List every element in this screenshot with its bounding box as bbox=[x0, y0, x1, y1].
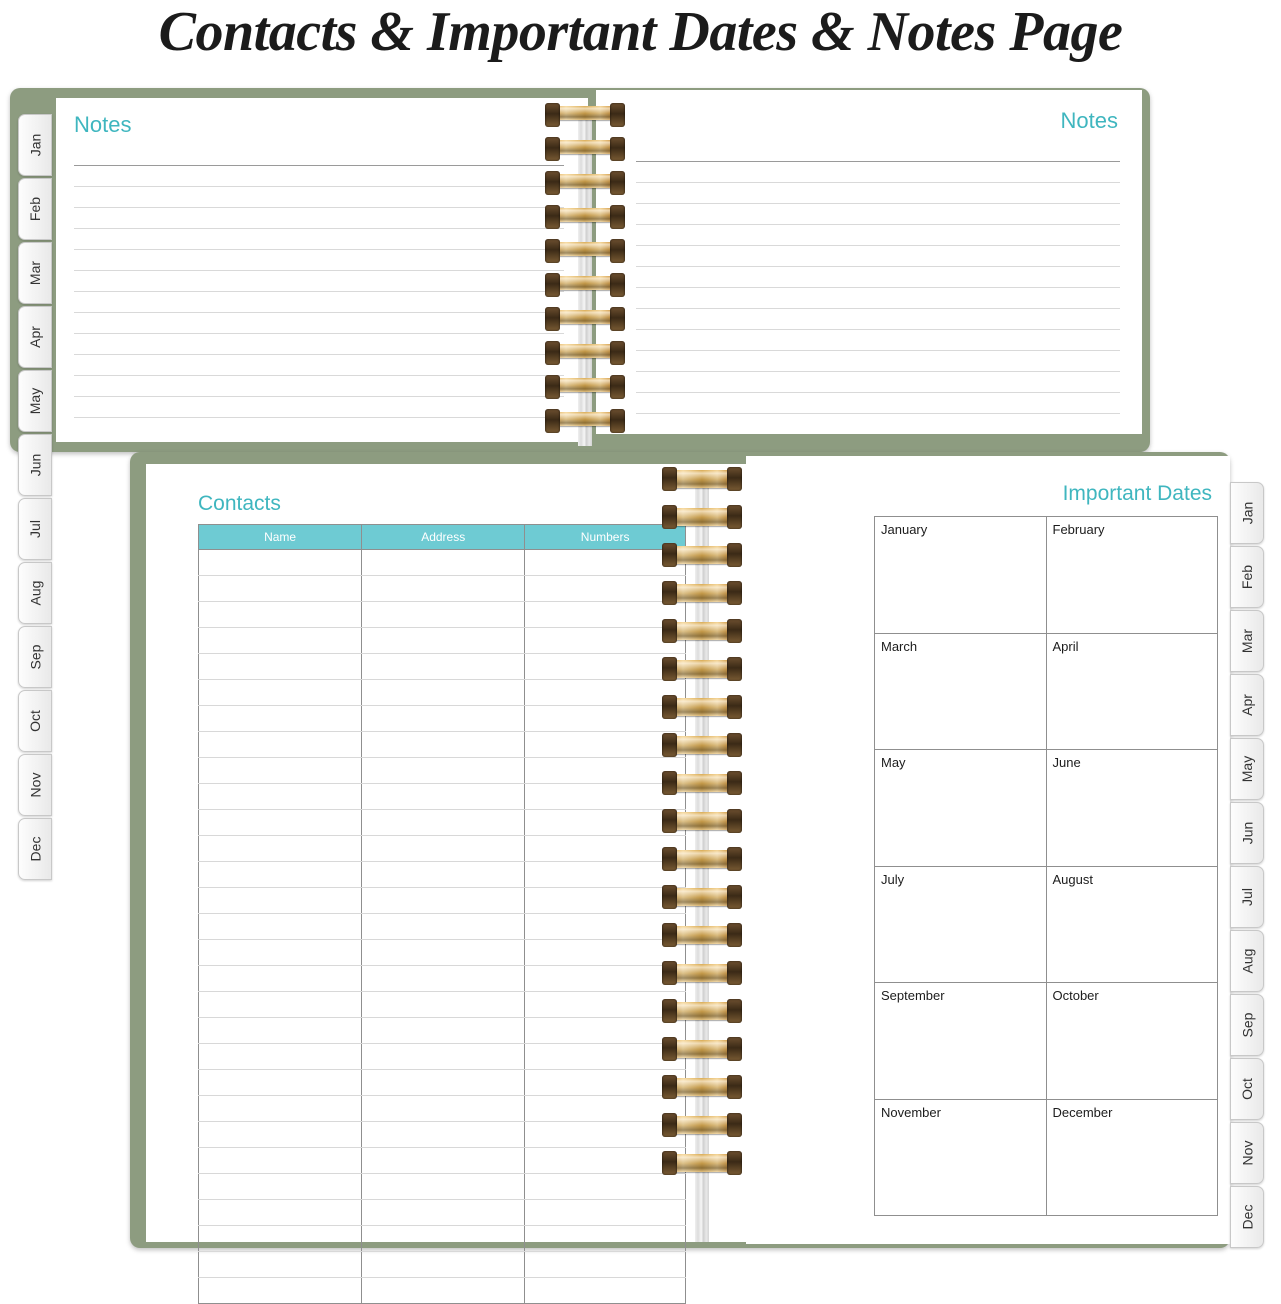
important-dates-heading: Important Dates bbox=[1062, 482, 1212, 505]
cell-numbers[interactable] bbox=[525, 1252, 686, 1278]
spiral-ring bbox=[547, 378, 623, 392]
table-row[interactable] bbox=[199, 1174, 686, 1200]
cell-name[interactable] bbox=[199, 1252, 362, 1278]
cell-address[interactable] bbox=[362, 992, 525, 1018]
contacts-table[interactable] bbox=[198, 524, 686, 1304]
table-row[interactable] bbox=[199, 862, 686, 888]
month-tab-mar[interactable]: Mar bbox=[18, 242, 52, 304]
contacts-month-tabs-right[interactable] bbox=[1230, 482, 1264, 1250]
cell-name[interactable] bbox=[199, 758, 362, 784]
table-row[interactable] bbox=[199, 810, 686, 836]
spiral-ring bbox=[547, 208, 623, 222]
cell-numbers[interactable] bbox=[525, 1174, 686, 1200]
spiral-ring bbox=[664, 926, 740, 944]
cell-address[interactable] bbox=[362, 940, 525, 966]
month-tab-apr[interactable]: Apr bbox=[18, 306, 52, 368]
month-tab-may[interactable]: May bbox=[1230, 738, 1264, 800]
table-row[interactable] bbox=[199, 836, 686, 862]
cell-name[interactable] bbox=[199, 1070, 362, 1096]
cell-address[interactable] bbox=[362, 680, 525, 706]
cell-address[interactable] bbox=[362, 1174, 525, 1200]
cell-name[interactable] bbox=[199, 810, 362, 836]
cell-address[interactable] bbox=[362, 810, 525, 836]
month-tab-nov[interactable]: Nov bbox=[1230, 1122, 1264, 1184]
cell-address[interactable] bbox=[362, 1096, 525, 1122]
spiral-ring bbox=[664, 736, 740, 754]
month-tab-sep[interactable]: Sep bbox=[1230, 994, 1264, 1056]
spiral-ring bbox=[664, 1040, 740, 1058]
important-dates-page-right bbox=[746, 456, 1230, 1244]
spiral-ring bbox=[664, 812, 740, 830]
cell-name[interactable] bbox=[199, 888, 362, 914]
cell-name[interactable] bbox=[199, 680, 362, 706]
notes-page-right bbox=[596, 90, 1142, 434]
table-row[interactable] bbox=[199, 1122, 686, 1148]
cell-address[interactable] bbox=[362, 602, 525, 628]
spiral-ring bbox=[547, 106, 623, 120]
spiral-ring bbox=[664, 888, 740, 906]
cell-address[interactable] bbox=[362, 888, 525, 914]
cell-address[interactable] bbox=[362, 784, 525, 810]
notes-heading-left: Notes bbox=[74, 112, 132, 137]
cell-name[interactable] bbox=[199, 550, 362, 576]
table-row[interactable] bbox=[199, 550, 686, 576]
contacts-column-name: Name bbox=[199, 525, 362, 550]
cell-address[interactable] bbox=[362, 576, 525, 602]
table-row[interactable] bbox=[199, 576, 686, 602]
cell-address[interactable] bbox=[362, 628, 525, 654]
cell-name[interactable] bbox=[199, 1018, 362, 1044]
month-tab-jun[interactable]: Jun bbox=[1230, 802, 1264, 864]
cell-name[interactable] bbox=[199, 1148, 362, 1174]
month-tab-aug[interactable]: Aug bbox=[18, 562, 52, 624]
cell-name[interactable] bbox=[199, 966, 362, 992]
spiral-ring bbox=[664, 774, 740, 792]
date-cell-march[interactable]: March bbox=[875, 634, 1047, 751]
spiral-ring bbox=[664, 470, 740, 488]
cell-name[interactable] bbox=[199, 1174, 362, 1200]
contacts-column-address: Address bbox=[362, 525, 525, 550]
month-tab-mar[interactable]: Mar bbox=[1230, 610, 1264, 672]
table-row[interactable] bbox=[199, 706, 686, 732]
spiral-ring bbox=[664, 698, 740, 716]
contacts-table-body[interactable] bbox=[199, 550, 686, 1304]
contacts-table-header-row bbox=[199, 525, 686, 550]
notes-spiral-binding bbox=[547, 106, 623, 446]
table-row[interactable] bbox=[199, 1278, 686, 1304]
month-tab-jul[interactable]: Jul bbox=[18, 498, 52, 560]
spiral-ring bbox=[547, 412, 623, 426]
contacts-heading: Contacts bbox=[198, 492, 281, 515]
table-row[interactable] bbox=[199, 602, 686, 628]
spiral-ring bbox=[664, 546, 740, 564]
month-tab-feb[interactable]: Feb bbox=[1230, 546, 1264, 608]
date-cell-may[interactable]: May bbox=[875, 750, 1047, 867]
cell-numbers[interactable] bbox=[525, 1200, 686, 1226]
cell-address[interactable] bbox=[362, 862, 525, 888]
spiral-ring bbox=[547, 174, 623, 188]
table-row[interactable] bbox=[199, 1070, 686, 1096]
date-cell-october[interactable]: October bbox=[1047, 983, 1219, 1100]
cell-numbers[interactable] bbox=[525, 1278, 686, 1304]
cell-address[interactable] bbox=[362, 1070, 525, 1096]
spiral-ring bbox=[547, 140, 623, 154]
spiral-ring bbox=[664, 1154, 740, 1172]
table-row[interactable] bbox=[199, 1018, 686, 1044]
notes-ruled-lines-right[interactable] bbox=[636, 140, 1120, 414]
table-row[interactable] bbox=[199, 784, 686, 810]
notes-page-left bbox=[56, 98, 588, 442]
cell-name[interactable] bbox=[199, 940, 362, 966]
notes-heading-right: Notes bbox=[1060, 108, 1118, 133]
cell-address[interactable] bbox=[362, 1044, 525, 1070]
cell-address[interactable] bbox=[362, 1252, 525, 1278]
date-cell-september[interactable]: September bbox=[875, 983, 1047, 1100]
cell-name[interactable] bbox=[199, 862, 362, 888]
cell-name[interactable] bbox=[199, 1200, 362, 1226]
date-cell-august[interactable]: August bbox=[1047, 867, 1219, 984]
spiral-ring bbox=[547, 310, 623, 324]
month-tab-feb[interactable]: Feb bbox=[18, 178, 52, 240]
cell-name[interactable] bbox=[199, 1278, 362, 1304]
cell-name[interactable] bbox=[199, 732, 362, 758]
spiral-ring bbox=[664, 1116, 740, 1134]
table-row[interactable] bbox=[199, 680, 686, 706]
table-row[interactable] bbox=[199, 1096, 686, 1122]
cell-address[interactable] bbox=[362, 1018, 525, 1044]
spiral-ring bbox=[664, 584, 740, 602]
important-dates-grid[interactable] bbox=[874, 516, 1218, 1216]
table-row[interactable] bbox=[199, 628, 686, 654]
spiral-ring bbox=[547, 276, 623, 290]
table-row[interactable] bbox=[199, 966, 686, 992]
cell-name[interactable] bbox=[199, 576, 362, 602]
month-tab-apr[interactable]: Apr bbox=[1230, 674, 1264, 736]
table-row[interactable] bbox=[199, 758, 686, 784]
month-tab-jun[interactable]: Jun bbox=[18, 434, 52, 496]
cell-name[interactable] bbox=[199, 992, 362, 1018]
month-tab-oct[interactable]: Oct bbox=[18, 690, 52, 752]
contacts-column-numbers: Numbers bbox=[525, 525, 686, 550]
date-cell-november[interactable]: November bbox=[875, 1100, 1047, 1217]
date-cell-december[interactable]: December bbox=[1047, 1100, 1219, 1217]
page-title: Contacts & Important Dates & Notes Page bbox=[158, 1, 1123, 63]
table-row[interactable] bbox=[199, 888, 686, 914]
cell-address[interactable] bbox=[362, 706, 525, 732]
table-row[interactable] bbox=[199, 1200, 686, 1226]
spiral-ring bbox=[664, 850, 740, 868]
contacts-spiral-binding bbox=[664, 470, 740, 1242]
spiral-ring bbox=[664, 1002, 740, 1020]
cell-name[interactable] bbox=[199, 1044, 362, 1070]
month-tab-may[interactable]: May bbox=[18, 370, 52, 432]
month-tab-dec[interactable]: Dec bbox=[18, 818, 52, 880]
cell-address[interactable] bbox=[362, 836, 525, 862]
cell-address[interactable] bbox=[362, 758, 525, 784]
spiral-ring bbox=[664, 660, 740, 678]
cell-address[interactable] bbox=[362, 732, 525, 758]
table-row[interactable] bbox=[199, 940, 686, 966]
spiral-ring bbox=[547, 242, 623, 256]
cell-address[interactable] bbox=[362, 1200, 525, 1226]
cell-address[interactable] bbox=[362, 1278, 525, 1304]
spiral-ring bbox=[664, 1078, 740, 1096]
month-tab-jul[interactable]: Jul bbox=[1230, 866, 1264, 928]
cell-name[interactable] bbox=[199, 1122, 362, 1148]
cell-address[interactable] bbox=[362, 1148, 525, 1174]
spiral-ring bbox=[664, 622, 740, 640]
month-tab-dec[interactable]: Dec bbox=[1230, 1186, 1264, 1248]
month-tab-aug[interactable]: Aug bbox=[1230, 930, 1264, 992]
month-tab-jan[interactable]: Jan bbox=[18, 114, 52, 176]
date-cell-february[interactable]: February bbox=[1047, 517, 1219, 634]
cell-address[interactable] bbox=[362, 654, 525, 680]
date-cell-january[interactable]: January bbox=[875, 517, 1047, 634]
table-row[interactable] bbox=[199, 992, 686, 1018]
cell-name[interactable] bbox=[199, 628, 362, 654]
table-row[interactable] bbox=[199, 1252, 686, 1278]
cell-name[interactable] bbox=[199, 836, 362, 862]
date-cell-june[interactable]: June bbox=[1047, 750, 1219, 867]
cell-name[interactable] bbox=[199, 706, 362, 732]
contacts-planner-book bbox=[130, 452, 1255, 1248]
notes-ruled-lines-left[interactable] bbox=[74, 144, 564, 418]
cell-address[interactable] bbox=[362, 1122, 525, 1148]
table-row[interactable] bbox=[199, 1148, 686, 1174]
cell-name[interactable] bbox=[199, 1096, 362, 1122]
cell-name[interactable] bbox=[199, 784, 362, 810]
month-tab-oct[interactable]: Oct bbox=[1230, 1058, 1264, 1120]
spiral-ring bbox=[664, 508, 740, 526]
cell-address[interactable] bbox=[362, 966, 525, 992]
table-row[interactable] bbox=[199, 732, 686, 758]
notes-month-tabs-left[interactable] bbox=[18, 114, 52, 882]
table-row[interactable] bbox=[199, 654, 686, 680]
cell-address[interactable] bbox=[362, 550, 525, 576]
spiral-ring bbox=[664, 964, 740, 982]
spiral-ring bbox=[547, 344, 623, 358]
cell-name[interactable] bbox=[199, 602, 362, 628]
table-row[interactable] bbox=[199, 1044, 686, 1070]
cell-address[interactable] bbox=[362, 914, 525, 940]
month-tab-sep[interactable]: Sep bbox=[18, 626, 52, 688]
cell-name[interactable] bbox=[199, 914, 362, 940]
date-cell-april[interactable]: April bbox=[1047, 634, 1219, 751]
month-tab-nov[interactable]: Nov bbox=[18, 754, 52, 816]
cell-name[interactable] bbox=[199, 654, 362, 680]
table-row[interactable] bbox=[199, 914, 686, 940]
date-cell-july[interactable]: July bbox=[875, 867, 1047, 984]
month-tab-jan[interactable]: Jan bbox=[1230, 482, 1264, 544]
